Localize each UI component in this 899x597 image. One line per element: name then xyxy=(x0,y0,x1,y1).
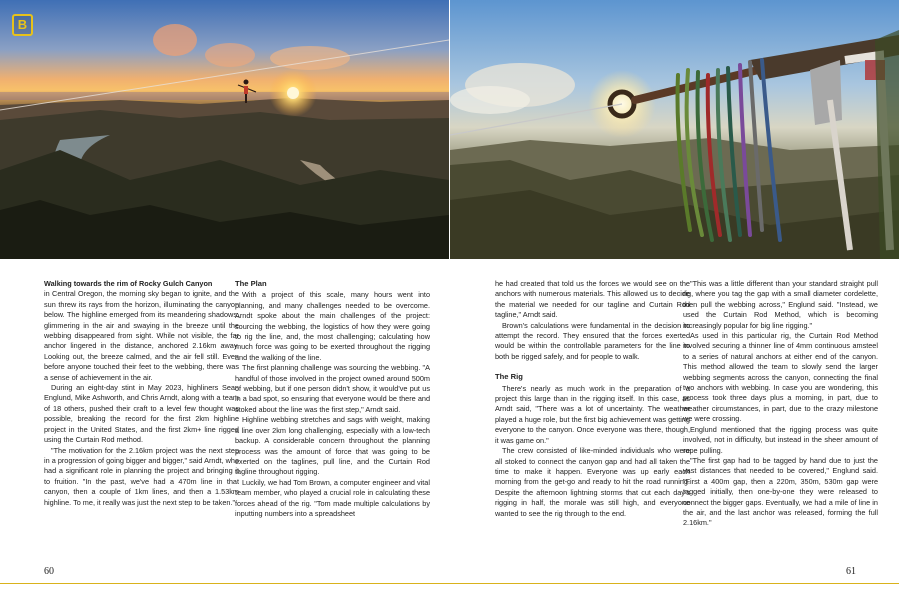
paragraph: Highline webbing stretches and sags with weight, making a line over 2km long challenging, especially with a low-tech backup. A considerable concern throughout the planning process was the amount of force that was going to be exerted on the taglines, pull line, and the Curtain Rod tagline throughout rigging. xyxy=(235,415,430,477)
paragraph: "This was a little different than your standard straight pull rig, where you tag the gap with a small diameter cordelette, then pull the webbing across," Englund said. "Instead, we used the Curtain Rod Method, which is becoming increasingly popular for big line rigging." xyxy=(683,279,878,330)
paragraph: Luckily, we had Tom Brown, a computer engineer and vital team member, who played a crucial role in calculating these forces ahead of the rig. "Tom made multiple calculations by inputting numbers into a spreadsheet xyxy=(235,477,430,518)
paragraph: As used in this particular rig, the Curtain Rod Method involved securing a thinner line of 4mm continuous amsteel to a series of natural anchors at either end of the canyon. This method allowed the team to slowly send the larger webbing segments across the canyon, connecting the final two anchors with webbing. In case you are wondering, this process took three days plus a morning, in part, due to weather circumstances, in part, due to the crazy milestone we were crossing. xyxy=(683,331,878,424)
article-column-2 xyxy=(235,279,430,519)
footer-rule xyxy=(0,583,899,584)
paragraph: "The first gap had to be tagged by hand due to just the vast distances that needed to be covered," Englund said. "First a 400m gap, then a 220m, 350m, 530m gap were tagged initially, then one-by-one they were released to connect the bigger gaps. Eventually, we had a mile of line in the air, and the last anchor was released, forming the full 2.16km." xyxy=(683,455,878,528)
article-column-1 xyxy=(44,279,239,508)
article-column-3 xyxy=(495,279,690,519)
paragraph: Brown's calculations were fundamental in the decision to attempt the record. They ensured that the forces exerted would be within the controllable parameters for the line to both be rigged safely, and for people to walk. xyxy=(495,320,690,361)
paragraph: Englund mentioned that the rigging process was quite involved, not in difficulty, but instead in the sheer amount of rope pulling. xyxy=(683,424,878,455)
rigging-anchor-photo xyxy=(450,0,899,259)
section-heading-plan: The Plan xyxy=(235,279,267,288)
page-number-left: 60 xyxy=(44,566,54,577)
highline-canyon-photo xyxy=(0,0,449,259)
lead-in: Walking towards the rim of Rocky Gulch Canyon xyxy=(44,279,213,288)
paragraph: in Central Oregon, the morning sky began to ignite, and the sun threw its rays from the horizon, illuminating the canyon below. The highline emerged from its meandering shadows, glimmering in the air and swaying in the breeze until the webbing disappeared from sight. While not visible, the far anchor lingered in the distance, anchored 2.16km away. Looking out, the breeze calmed, and the air fell still. Even before anyone touched their feet to the webbing, there was a sense of achievement in the air. xyxy=(44,289,239,382)
paragraph: The crew consisted of like-minded individuals who were all stoked to connect the canyon gap and had all taken the time to make it happen. Everyone was up early each morning from the get-go and ready to hit the road running. Despite the afternoon lightning storms that cut each day's rigging in half, the morale was still high, and everyone wanted to see the rig through to the end. xyxy=(495,446,690,518)
section-heading-rig: The Rig xyxy=(495,372,523,382)
paragraph: With a project of this scale, many hours went into planning, and many challenges needed to be overcome. Arndt spoke about the main challenges of the project: sourcing the webbing, the logistics of how they were going to rig the line, and, the most challenging; calculating how much force was going to be exerted throughout the rigging and the walking of the line. xyxy=(235,290,430,362)
page-number-right: 61 xyxy=(846,566,856,577)
lead-paragraph xyxy=(44,279,239,383)
paragraph: The first planning challenge was sourcing the webbing. "A handful of those involved in the project owned around 500m of webbing, but if one person didn't show, it would've put us in a bad spot, so ensuring that everyone would be there and stoked about the line was the first step," Arndt said. xyxy=(235,363,430,414)
magazine-badge: B xyxy=(12,14,33,36)
paragraph: During an eight-day stint in May 2023, highliners Sean Englund, Mike Ashworth, and Chris Arndt, along with a team of 18 others, pushed their craft to a level few thought was possible, breaking the record for the first 2km highline project in the United States, and the first 2km+ line rigged using the Curtain Rod method. xyxy=(44,383,239,445)
paragraph: he had created that told us the forces we would see on the anchors with numerous materials. This allowed us to decide the material we needed for our tagline and Curtain Rod tagline," Arndt said. xyxy=(495,279,690,320)
paragraph: "The motivation for the 2.16km project was the next step in a progression of going bigger and bigger," said Arndt, who had a significant role in planning the project and bringing it to fruition. "In the past, we've had a 470m line in that canyon, then a couple of 1km lines, and then a 1.53km highline. To me, it really was just the next step to be taken." xyxy=(44,445,239,507)
paragraph: There's nearly as much work in the preparation of a project this large than in the rigging itself. In this case, as Arndt said, "There was a lot of uncertainty. The weather played a huge role, but the first big achievement was getting everyone to the canyon. Once everyone was there, though, it was game on." xyxy=(495,383,690,445)
article-column-4 xyxy=(683,279,878,529)
